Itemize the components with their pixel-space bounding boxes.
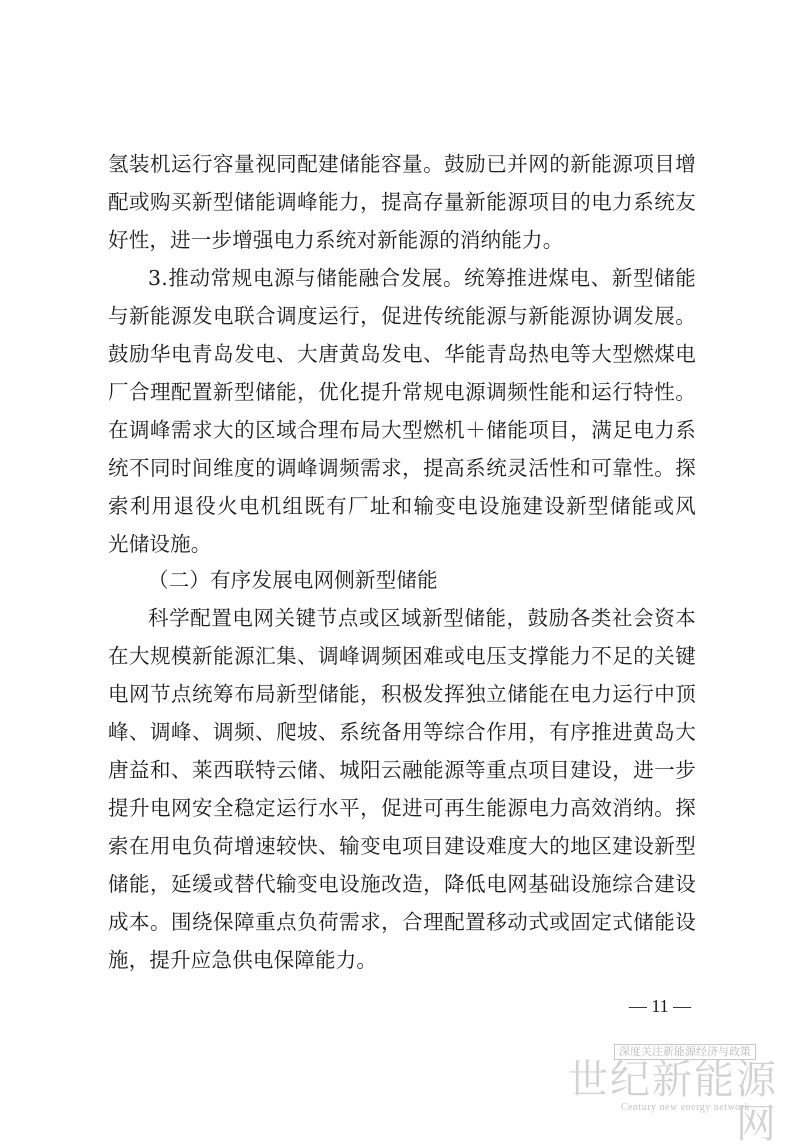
section-heading: （二）有序发展电网侧新型储能: [148, 568, 438, 592]
page-number: — 11 —: [628, 996, 692, 1016]
watermark-subtitle: Century new energy network: [620, 1102, 750, 1113]
p3-line-3: 电网节点统筹布局新型储能，积极发挥独立储能在电力运行中顶: [108, 682, 696, 706]
p2-line-1: 3.推动常规电源与储能融合发展。统筹推进煤电、新型储能: [148, 266, 696, 290]
p2-line-8: 光储设施。: [108, 532, 212, 556]
p2-line-7: 索利用退役火电机组既有厂址和输变电设施建设新型储能或风: [108, 494, 696, 518]
p3-line-10: 施，提升应急供电保障能力。: [108, 948, 378, 972]
p2-line-4: 厂合理配置新型储能，优化提升常规电源调频性能和运行特性。: [108, 380, 696, 404]
p3-line-1: 科学配置电网关键节点或区域新型储能，鼓励各类社会资本: [148, 606, 696, 630]
p3-line-9: 成本。围绕保障重点负荷需求，合理配置移动式或固定式储能设: [108, 910, 696, 934]
p3-line-6: 提升电网安全稳定运行水平，促进可再生能源电力高效消纳。探: [108, 796, 696, 820]
p1-line-1: 氢装机运行容量视同配建储能容量。鼓励已并网的新能源项目增: [108, 152, 696, 176]
p2-line-6: 统不同时间维度的调峰调频需求，提高系统灵活性和可靠性。探: [108, 456, 696, 480]
p2-line-2: 与新能源发电联合调度运行，促进传统能源与新能源协调发展。: [108, 304, 696, 328]
p2-line-5: 在调峰需求大的区域合理布局大型燃机＋储能项目，满足电力系: [108, 418, 696, 442]
p1-line-3: 好性，进一步增强电力系统对新能源的消纳能力。: [108, 228, 564, 252]
p3-line-5: 唐益和、莱西联特云储、城阳云融能源等重点项目建设，进一步: [108, 758, 696, 782]
p2-line-3: 鼓励华电青岛发电、大唐黄岛发电、华能青岛热电等大型燃煤电: [108, 342, 696, 366]
p1-line-2: 配或购买新型储能调峰能力，提高存量新能源项目的电力系统友: [108, 190, 696, 214]
watermark-tagline: 深度关注新能源经济与政策: [614, 1044, 756, 1060]
watermark: [552, 1040, 778, 1147]
p3-line-2: 在大规模新能源汇集、调峰调频困难或电压支撑能力不足的关键: [108, 644, 696, 668]
watermark-logo-text: 世纪新能源网: [568, 1057, 778, 1147]
p3-line-4: 峰、调峰、调频、爬坡、系统备用等综合作用，有序推进黄岛大: [108, 720, 696, 744]
p3-line-7: 索在用电负荷增速较快、输变电项目建设难度大的地区建设新型: [108, 834, 696, 858]
p3-line-8: 储能，延缓或替代输变电设施改造，降低电网基础设施综合建设: [108, 872, 696, 896]
